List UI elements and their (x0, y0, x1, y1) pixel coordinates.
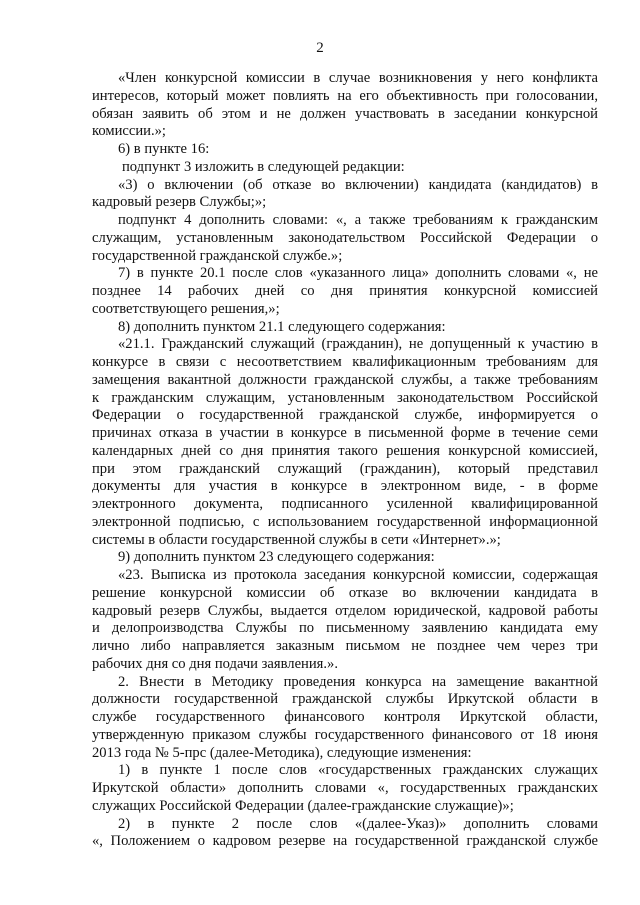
text-line: Федерации о государственной гражданской службе, информируется о (92, 407, 598, 424)
text-line: соответствующего решения,»; (92, 300, 280, 317)
text-line: кадровый резерв Службы;»; (92, 194, 267, 211)
text-line: 2. Внести в Методику проведения конкурса на замещение вакантной (118, 673, 598, 690)
text-line: должности государственной гражданской службы Иркутской области в (92, 691, 598, 708)
text-line: конкурсе в связи с несоответствием квалификационным требованиям для (92, 354, 598, 370)
text-line: подпункт 3 изложить в следующей редакции: (122, 158, 405, 175)
text-line: к гражданским служащим, установленным законодательством Российской (92, 389, 598, 406)
text-line: служащих Российской Федерации (далее-гражданские служащие)»; (92, 797, 514, 814)
text-line: государственной гражданской службе.»; (92, 247, 343, 264)
document-body (92, 70, 598, 851)
text-line: 6) в пункте 16: (118, 141, 210, 157)
text-line: 2013 года № 5-прс (далее-Методика), следующие изменения: (92, 744, 472, 761)
text-line: позднее 14 рабочих дней со дня принятия конкурсной комиссией (92, 283, 598, 299)
text-line: «, Положением о кадровом резерве на государственной гражданской службе (92, 833, 598, 850)
text-line: системы в области государственной службы в сети «Интернет».»; (92, 531, 501, 548)
text-line: рабочих дня со дня подачи заявления.». (92, 655, 338, 672)
text-line: электронной подписью, с использованием государственной информационной (92, 513, 598, 530)
text-line: кадровый резерв Службы, выдается отделом юридической, кадровой работы (92, 602, 598, 619)
text-line: Иркутской области» дополнить словами «, государственных гражданских (92, 780, 598, 796)
text-line: 2) в пункте 2 после слов «(далее-Указ)» дополнить словами (118, 815, 598, 832)
text-line: «23. Выписка из протокола заседания конкурсной комиссии, содержащая (118, 567, 598, 583)
text-line: лично либо направляется заказным письмом не позднее чем через три (92, 638, 598, 654)
text-line: замещения вакантной должности гражданской службы, а также требованиям (92, 371, 598, 388)
text-line: решение конкурсной комиссии об отказе во включении кандидата в (92, 584, 598, 601)
text-line: документы для участия в конкурсе в электронном виде, - в форме (92, 478, 598, 495)
text-line: «21.1. Гражданский служащий (гражданин), не допущенный к участию в (118, 336, 598, 353)
text-line: 8) дополнить пунктом 21.1 следующего содержания: (118, 318, 446, 335)
text-line: 7) в пункте 20.1 после слов «указанного лица» дополнить словами «, не (118, 265, 598, 282)
text-line: при этом гражданский служащий (гражданин), который представил (92, 460, 598, 477)
text-line: интересов, который может повлиять на его объективность при голосовании, (92, 87, 598, 104)
text-line: 1) в пункте 1 после слов «государственных гражданских служащих (118, 762, 598, 779)
text-line: обязан заявить об этом и не должен участвовать в заседании конкурсной (92, 105, 598, 122)
text-line: службе государственного финансового контроля Иркутской области, (92, 709, 598, 725)
text-line: «3) о включении (об отказе во включении) кандидата (кандидатов) в (118, 176, 598, 193)
text-line: комиссии.»; (92, 123, 166, 140)
text-line: причинах отказа в участии в конкурсе в письменной форме в течение семи (92, 425, 598, 441)
text-line: электронного документа, подписанного усиленной квалифицированной (92, 496, 598, 512)
text-line: подпункт 4 дополнить словами: «, а также требованиям к гражданским (118, 212, 598, 228)
text-line: календарных дней со дня принятия такого решения конкурсной комиссией, (92, 442, 598, 459)
text-line: и делопроизводства Службы по письменному заявлению кандидата ему (92, 620, 598, 637)
text-line: служащим, установленным законодательством Российской Федерации о (92, 229, 598, 246)
text-line: 9) дополнить пунктом 23 следующего содержания: (118, 549, 435, 566)
text-line: утвержденную приказом службы государственного финансового от 18 июня (92, 726, 598, 743)
text-line: «Член конкурсной комиссии в случае возникновения у него конфликта (118, 70, 598, 86)
page-number: 2 (316, 40, 324, 56)
